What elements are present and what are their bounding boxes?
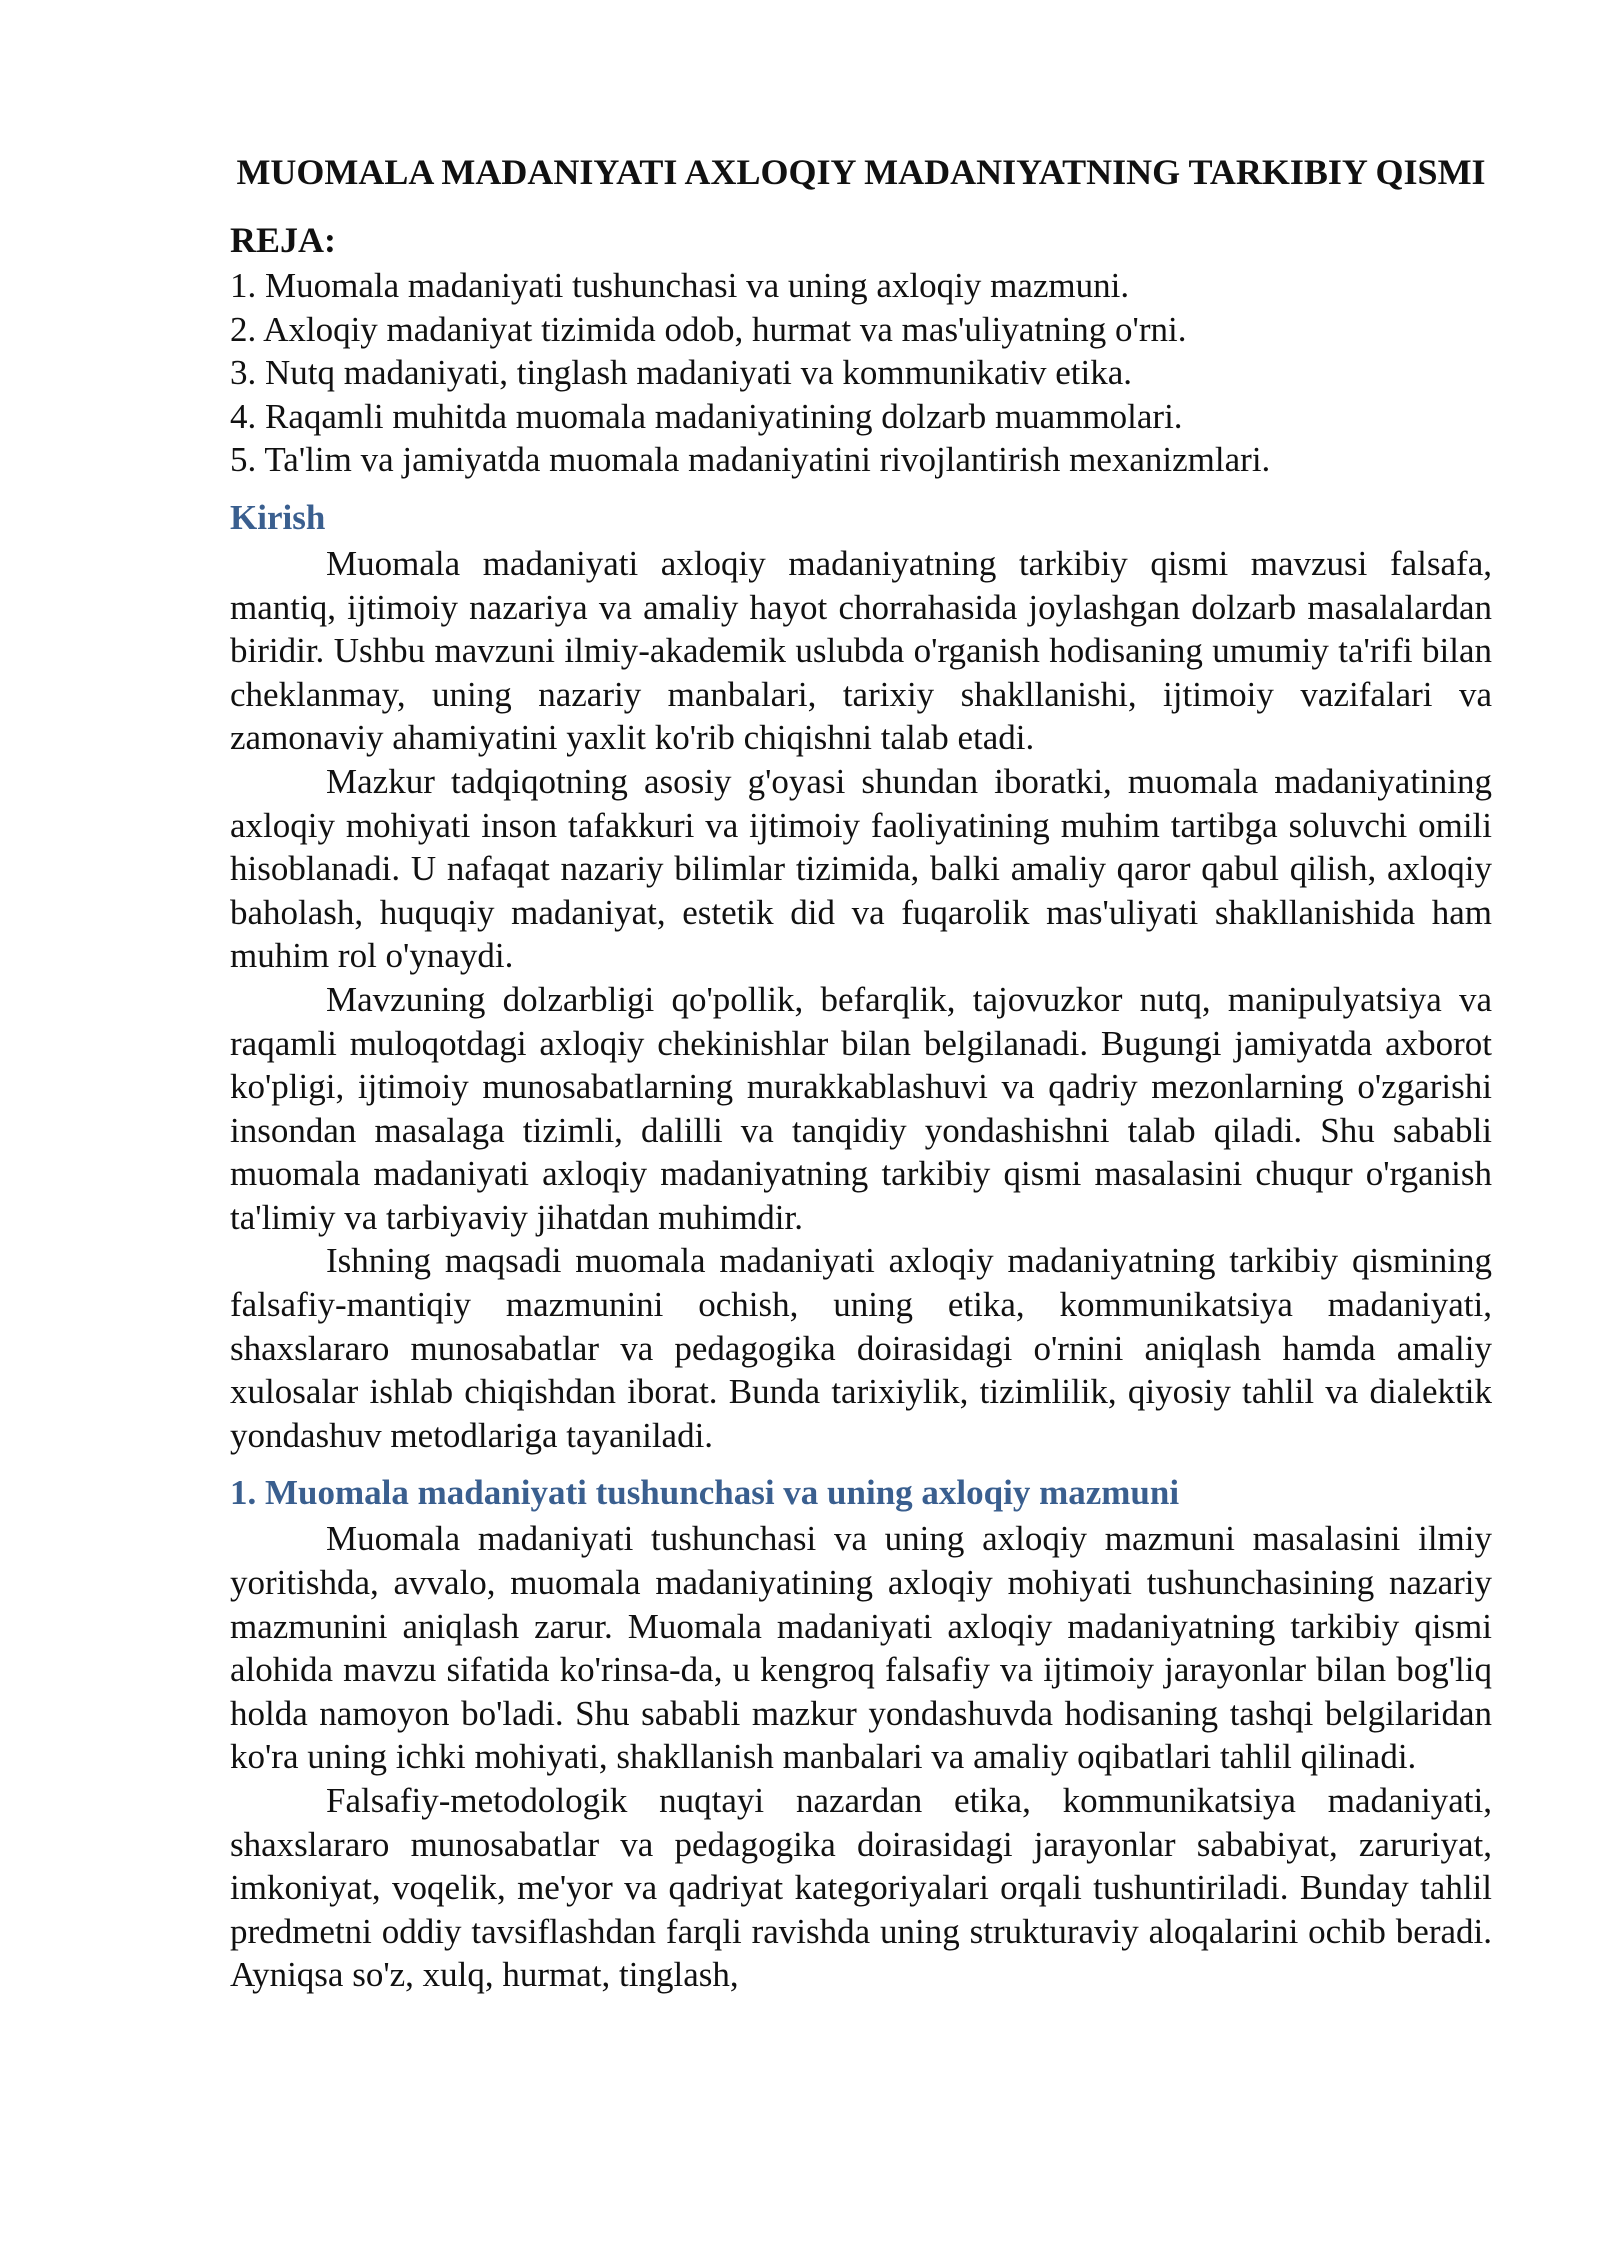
document-page	[230, 150, 1492, 1997]
document-title: MUOMALA MADANIYATI AXLOQIY MADANIYATNING TARKIBIY QISMI	[236, 152, 1486, 192]
plan-item: 5. Ta'lim va jamiyatda muomala madaniyatini rivojlantirish mexanizmlari.	[230, 440, 1271, 480]
body-paragraph: Mazkur tadqiqotning asosiy g'oyasi shundan iboratki, muomala madaniyatining axloqiy mohiyati inson tafakkuri va ijtimoiy faoliyatining muhim tartibga soluvchi omili hisoblanadi. U nafaqat nazariy bilimlar tizimida, balki amaliy qaror qabul qilish, axloqiy baholash, huquqiy madaniyat, estetik did va fuqarolik mas'uliyati shakllanishida ham muhim rol o'ynaydi.	[230, 761, 1492, 976]
plan-list	[230, 264, 1492, 482]
plan-heading: REJA:	[230, 220, 336, 260]
plan-item: 4. Raqamli muhitda muomala madaniyatining dolzarb muammolari.	[230, 396, 1183, 436]
body-paragraph: Muomala madaniyati axloqiy madaniyatning tarkibiy qismi mavzusi falsafa, mantiq, ijtimoiy nazariya va amaliy hayot chorrahasida joylashgan dolzarb masalalardan biridir. Ushbu mavzuni ilmiy-akademik uslubda o'rganish hodisaning umumiy ta'rifi bilan cheklanmay, uning nazariy manbalari, tarixiy shakllanishi, ijtimoiy vazifalari va zamonaviy ahamiyatini yaxlit ko'rib chiqishni talab etadi.	[230, 543, 1492, 758]
body-paragraph: Falsafiy-metodologik nuqtayi nazardan etika, kommunikatsiya madaniyati, shaxslararo munosabatlar va pedagogika doirasidagi jarayonlar sababiyat, zaruriyat, imkoniyat, voqelik, me'yor va qadriyat kategoriyalari orqali tushuntiriladi. Bunday tahlil predmetni oddiy tavsiflashdan farqli ravishda uning strukturaviy aloqalarini ochib beradi. Ayniqsa so'z, xulq, hurmat, tinglash,	[230, 1781, 1492, 1995]
section-heading-1: 1. Muomala madaniyati tushunchasi va uning axloqiy mazmuni	[230, 1473, 1180, 1513]
plan-item: 1. Muomala madaniyati tushunchasi va uning axloqiy mazmuni.	[230, 266, 1130, 305]
body-paragraph: Muomala madaniyati tushunchasi va uning axloqiy mazmuni masalasini ilmiy yoritishda, avvalo, muomala madaniyatining axloqiy mohiyati tushunchasining nazariy mazmunini aniqlash zarur. Muomala madaniyati axloqiy madaniyatning tarkibiy qismi alohida mavzu sifatida ko'rinsa-da, u kengroq falsafiy va ijtimoiy jarayonlar bilan bog'liq holda namoyon bo'ladi. Shu sababli mazkur yondashuvda hodisaning tashqi belgilaridan ko'ra uning ichki mohiyati, shakllanish manbalari va amaliy oqibatlari tahlil qilinadi.	[230, 1519, 1492, 1777]
body-paragraph: Mavzuning dolzarbligi qo'pollik, befarqlik, tajovuzkor nutq, manipulyatsiya va raqamli muloqotdagi axloqiy chekinishlar bilan belgilanadi. Bugungi jamiyatda axborot ko'pligi, ijtimoiy munosabatlarning murakkablashuvi va qadriy mezonlarning o'zgarishi insondan masalaga tizimli, dalilli va tanqidiy yondashishni talab qiladi. Shu sababli muomala madaniyati axloqiy madaniyatning tarkibiy qismi masalasini chuqur o'rganish ta'limiy va tarbiyaviy jihatdan muhimdir.	[230, 979, 1492, 1237]
section-heading-intro: Kirish	[230, 497, 326, 537]
plan-item: 3. Nutq madaniyati, tinglash madaniyati va kommunikativ etika.	[230, 353, 1133, 393]
body-paragraph: Ishning maqsadi muomala madaniyati axloqiy madaniyatning tarkibiy qismining falsafiy-mantiqiy mazmunini ochish, uning etika, kommunikatsiya madaniyati, shaxslararo munosabatlar va pedagogika doirasidagi o'rnini aniqlash hamda amaliy xulosalar ishlab chiqishdan iborat. Bunda tarixiylik, tizimlilik, qiyosiy tahlil va dialektik yondashuv metodlariga tayaniladi.	[230, 1241, 1492, 1455]
plan-item: 2. Axloqiy madaniyat tizimida odob, hurmat va mas'uliyatning o'rni.	[230, 309, 1187, 349]
